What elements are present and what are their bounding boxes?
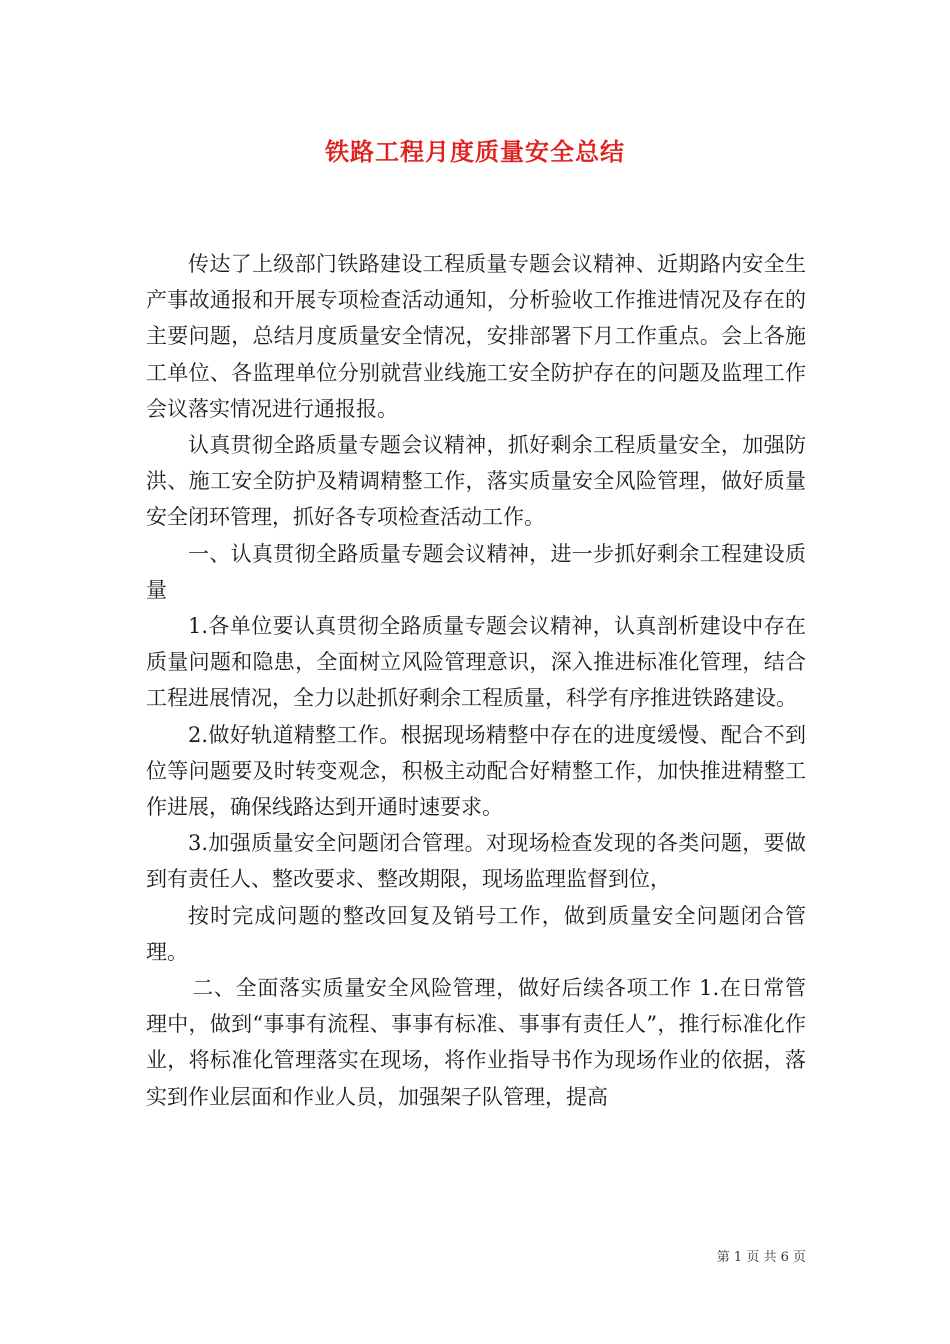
paragraph-6: 3.加强质量安全问题闭合管理。对现场检查发现的各类问题，要做到有责任人、整改要求、整改期限，现场监理监督到位， [146,831,806,892]
paragraph-3: 一、认真贯彻全路质量专题会议精神，进一步抓好剩余工程建设质量 [146,541,806,602]
document-title: 铁路工程月度质量安全总结 [325,137,625,166]
document-body [146,246,806,1115]
paragraph-7: 按时完成问题的整改回复及销号工作，做到质量安全问题闭合管理。 [146,903,806,964]
page-number-footer: 第 1 页 共 6 页 [716,1250,806,1265]
paragraph-5: 2.做好轨道精整工作。根据现场精整中存在的进度缓慢、配合不到位等问题要及时转变观念，积极主动配合好精整工作，加快推进精整工作进展，确保线路达到开通时速要求。 [146,722,806,820]
paragraph-8: 二、全面落实质量安全风险管理，做好后续各项工作 1.在日常管理中，做到“事事有流程、事事有标准、事事有责任人”，推行标准化作业，将标准化管理落实在现场，将作业指导书作为现场作业的依据，落实到作业层面和作业人员，加强架子队管理，提高 [146,976,806,1109]
paragraph-2: 认真贯彻全路质量专题会议精神，抓好剩余工程质量安全，加强防洪、施工安全防护及精调精整工作，落实质量安全风险管理，做好质量安全闭环管理，抓好各专项检查活动工作。 [146,433,806,530]
paragraph-1: 传达了上级部门铁路建设工程质量专题会议精神、近期路内安全生产事故通报和开展专项检查活动通知，分析验收工作推进情况及存在的主要问题，总结月度质量安全情况，安排部署下月工作重点。会上各施工单位、各监理单位分别就营业线施工安全防护存在的问题及监理工作会议落实情况进行通报报。 [146,252,806,421]
paragraph-4: 1.各单位要认真贯彻全路质量专题会议精神，认真剖析建设中存在质量问题和隐患，全面树立风险管理意识，深入推进标准化管理，结合工程进展情况，全力以赴抓好剩余工程质量，科学有序推进铁路建设。 [146,614,806,711]
